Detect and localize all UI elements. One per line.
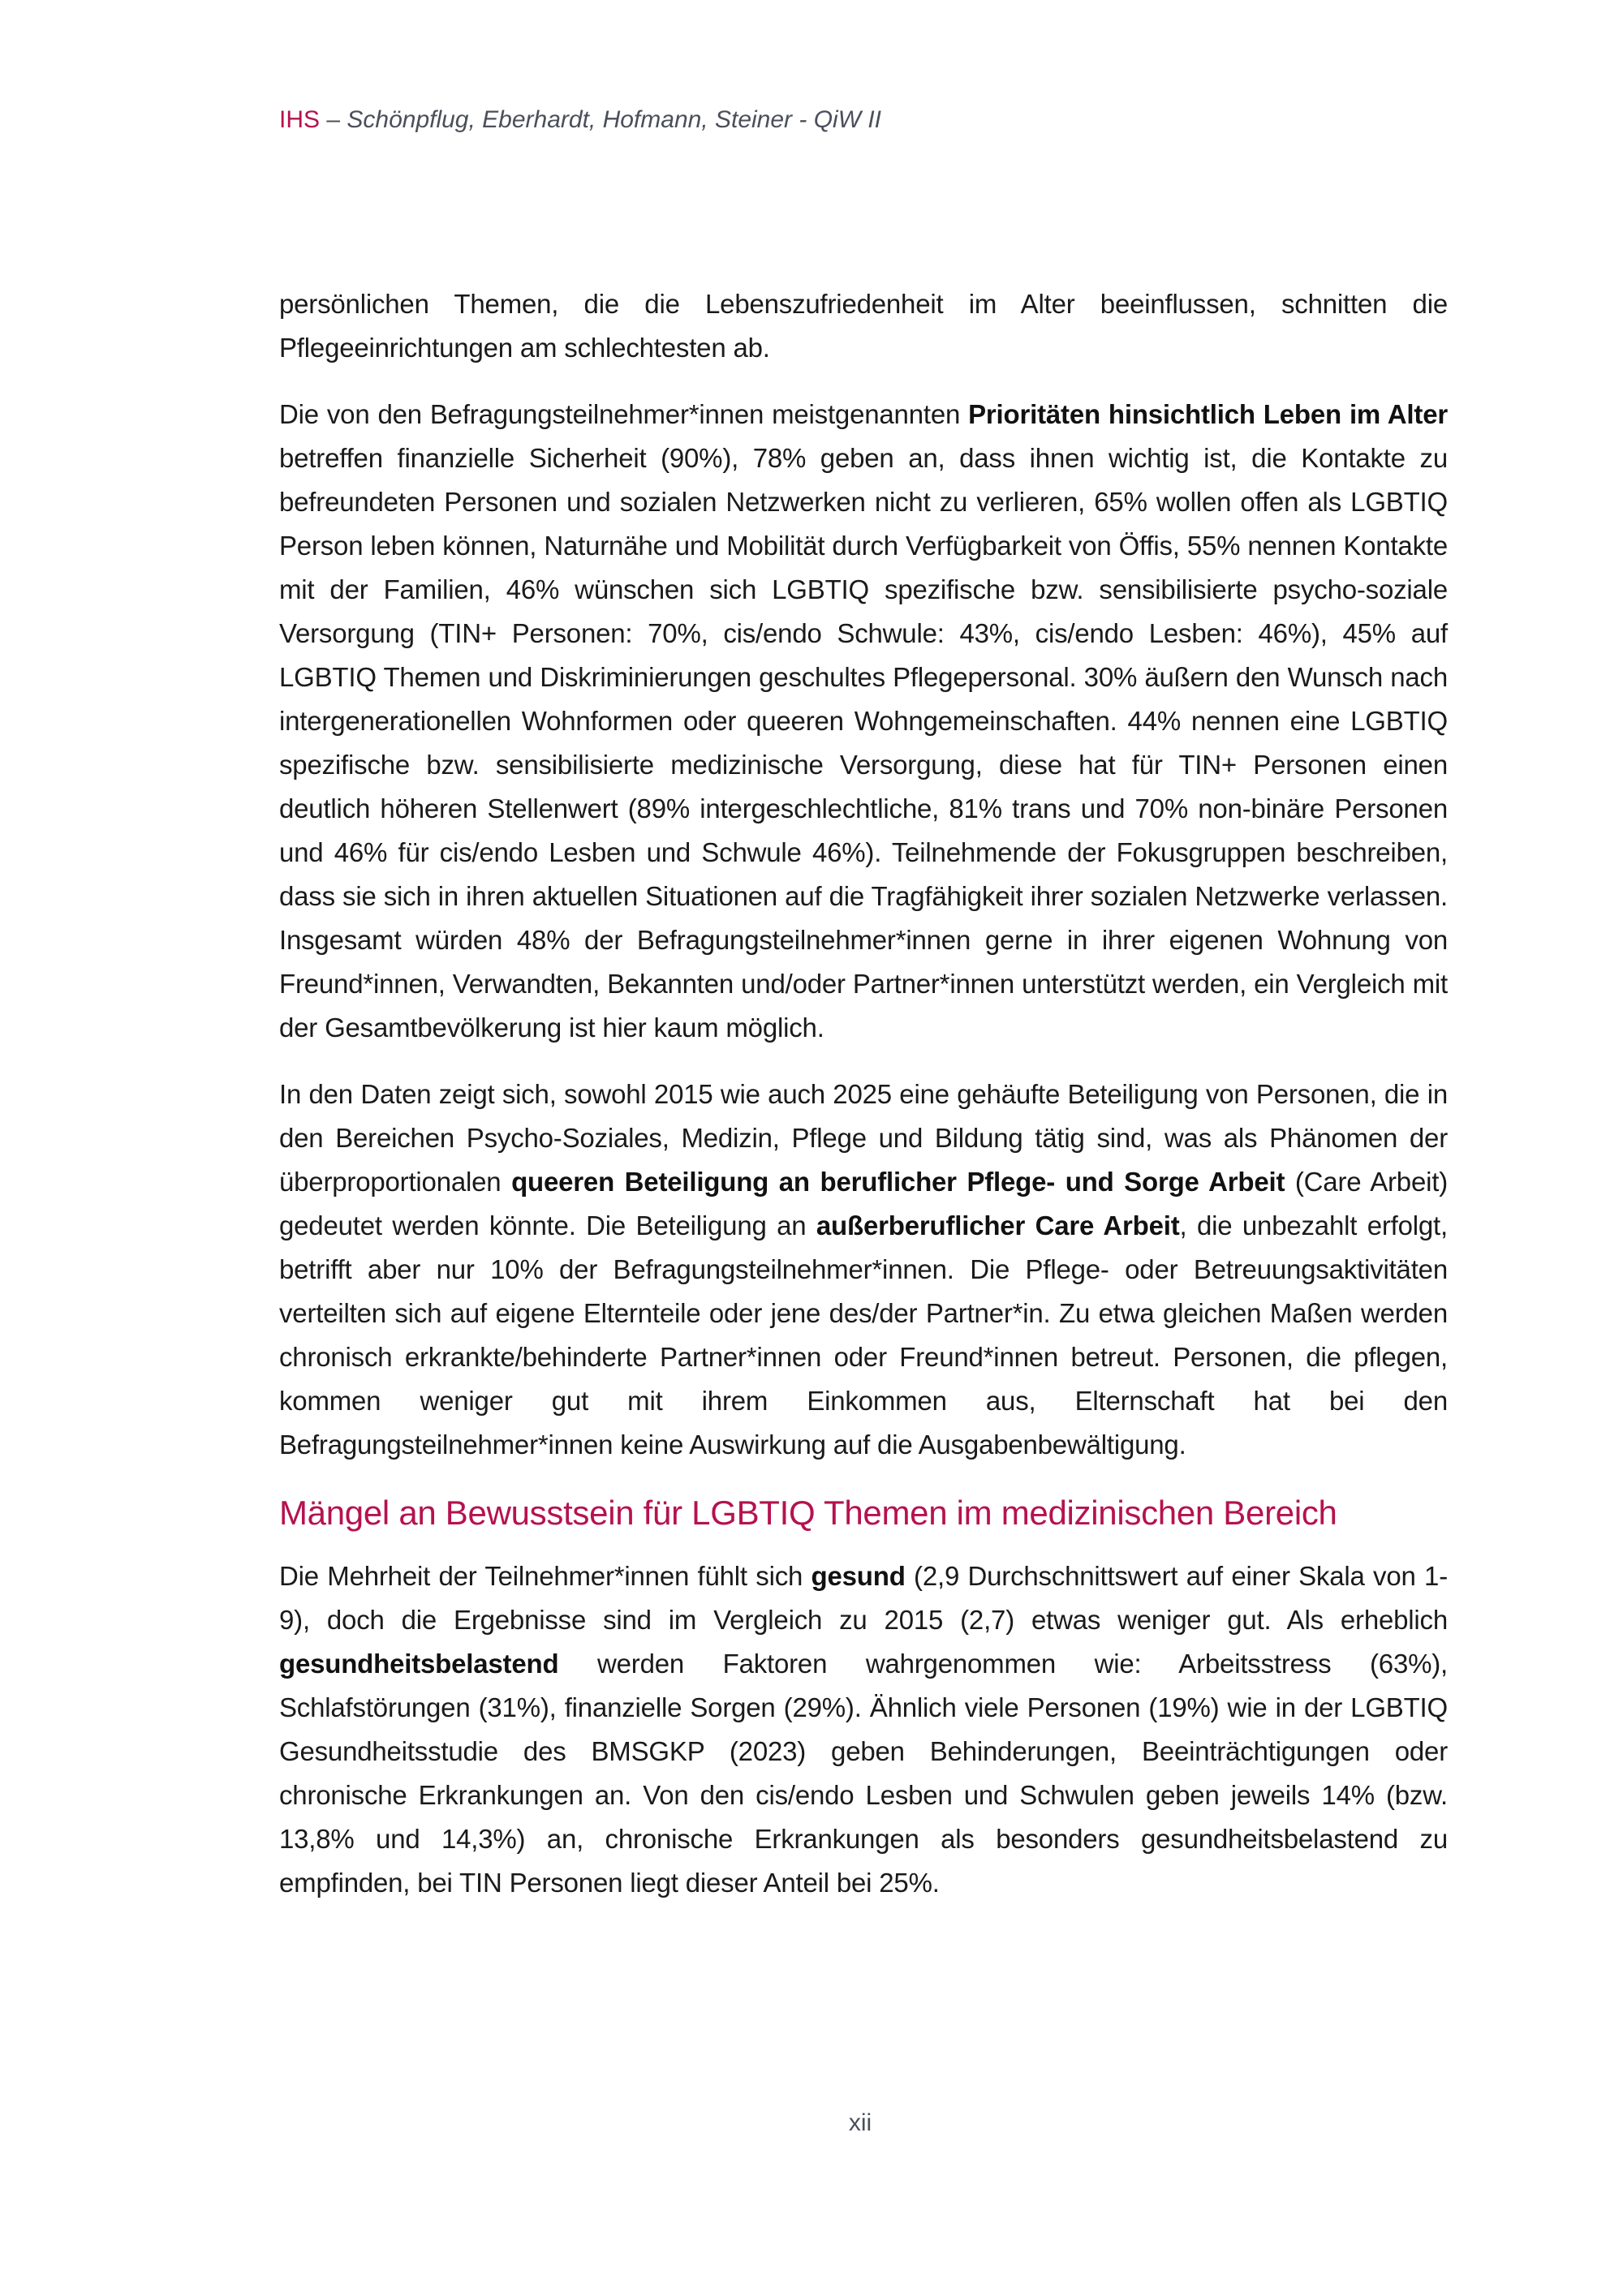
body-text: In den Daten zeigt sich, sowohl 2015 wie auch 2025 eine gehäufte Beteiligung von Personen, die in den Bereichen Psycho-Soziales, Medizin, Pflege und Bildung tätig sind, was als Phänomen der überproportionalen — [279, 1079, 1448, 1197]
page-number: xii — [848, 2109, 872, 2136]
body-text: Die Mehrheit der Teilnehmer*innen fühlt sich — [279, 1561, 812, 1591]
body-text: , die unbezahlt erfolgt, betrifft aber nur 10% der Befragungsteilnehmer*innen. Die Pflege- oder Betreuungsaktivitäten verteilten sich auf eigene Elternteile oder jene des/der Partner*in. Zu etwa gleichen Maßen werden chronisch erkrankte/behinderte Partner*innen oder Freund*innen betreut. Personen, die pflegen, kommen weniger gut mit ihrem Einkommen aus, Elternschaft hat bei den Befragungsteilnehmer*innen keine Auswirkung auf die Ausgabenbewältigung. — [279, 1210, 1448, 1460]
header-org: IHS — [279, 106, 321, 133]
emphasis-text: gesund — [811, 1561, 906, 1591]
body-text: persönlichen Themen, die die Lebenszufriedenheit im Alter beeinflussen, schnitten die Pflegeeinrichtungen am schlechtesten ab. — [279, 289, 1448, 363]
header-authors: Schönpflug, Eberhardt, Hofmann, Steiner - QiW II — [347, 106, 882, 133]
emphasis-text: außerberuflicher Care Arbeit — [816, 1210, 1180, 1240]
body-text: betreffen finanzielle Sicherheit (90%), 78% geben an, dass ihnen wichtig ist, die Kontakte zu befreundeten Personen und sozialen Netzwerken nicht zu verlieren, 65% wollen offen als LGBTIQ Person leben können, Naturnähe und Mobilität durch Verfügbarkeit von Öffis, 55% nennen Kontakte mit der Familien, 46% wünschen sich LGBTIQ spezifische bzw. sensibilisierte psycho-soziale Versorgung (TIN+ Personen: 70%, cis/endo Schwule: 43%, cis/endo Lesben: 46%), 45% auf LGBTIQ Themen und Diskriminierungen geschultes Pflegepersonal. 30% äußern den Wunsch nach intergenerationellen Wohnformen oder queeren Wohngemeinschaften. 44% nennen eine LGBTIQ spezifische bzw. sensibilisierte medizinische Versorgung, diese hat für TIN+ Personen einen deutlich höheren Stellenwert (89% intergeschlechtliche, 81% trans und 70% non-binäre Personen und 46% für cis/endo Lesben und Schwule 46%). Teilnehmende der Fokusgruppen beschreiben, dass sie sich in ihren aktuellen Situationen auf die Tragfähigkeit ihrer sozialen Netzwerke verlassen. Insgesamt würden 48% der Befragungsteilnehmer*innen gerne in ihrer eigenen Wohnung von Freund*innen, Verwandten, Bekannten und/oder Partner*innen unterstützt werden, ein Vergleich mit der Gesamtbevölkerung ist hier kaum möglich. — [279, 443, 1448, 1043]
emphasis-text: Prioritäten hinsichtlich Leben im Alter — [968, 399, 1448, 429]
page-body — [279, 282, 1448, 1928]
header-separator: – — [320, 106, 347, 133]
body-text: Die von den Befragungsteilnehmer*innen meistgenannten — [279, 399, 969, 429]
emphasis-text: gesundheitsbelastend — [279, 1649, 559, 1679]
emphasis-text: queeren Beteiligung an beruflicher Pflege- und Sorge Arbeit — [511, 1167, 1285, 1197]
paragraph-2 — [279, 393, 1448, 1050]
section-paragraph-1 — [279, 1554, 1448, 1905]
body-text: werden Faktoren wahrgenommen wie: Arbeitsstress (63%), Schlafstörungen (31%), finanzielle Sorgen (29%). Ähnlich viele Personen (19%) wie in der LGBTIQ Gesundheitsstudie des BMSGKP (2023) geben Behinderungen, Beeinträchtigungen oder chronische Erkrankungen an. Von den cis/endo Lesben und Schwulen geben jeweils 14% (bzw. 13,8% und 14,3%) an, chronische Erkrankungen als besonders gesundheitsbelastend zu empfinden, bei TIN Personen liegt dieser Anteil bei 25%. — [279, 1649, 1448, 1898]
body-text: (2,9 Durchschnittswert auf einer Skala von 1-9), doch die Ergebnisse sind im Vergleich zu 2015 (2,7) etwas weniger gut. Als erheblich — [279, 1561, 1448, 1635]
section-heading: Mängel an Bewusstsein für LGBTIQ Themen im medizinischen Bereich — [279, 1494, 1337, 1532]
body-text: (Care Arbeit) gedeutet werden könnte. Die Beteiligung an — [279, 1167, 1448, 1240]
running-header — [279, 104, 881, 136]
paragraph-3 — [279, 1073, 1448, 1467]
paragraph-1 — [279, 282, 1448, 370]
